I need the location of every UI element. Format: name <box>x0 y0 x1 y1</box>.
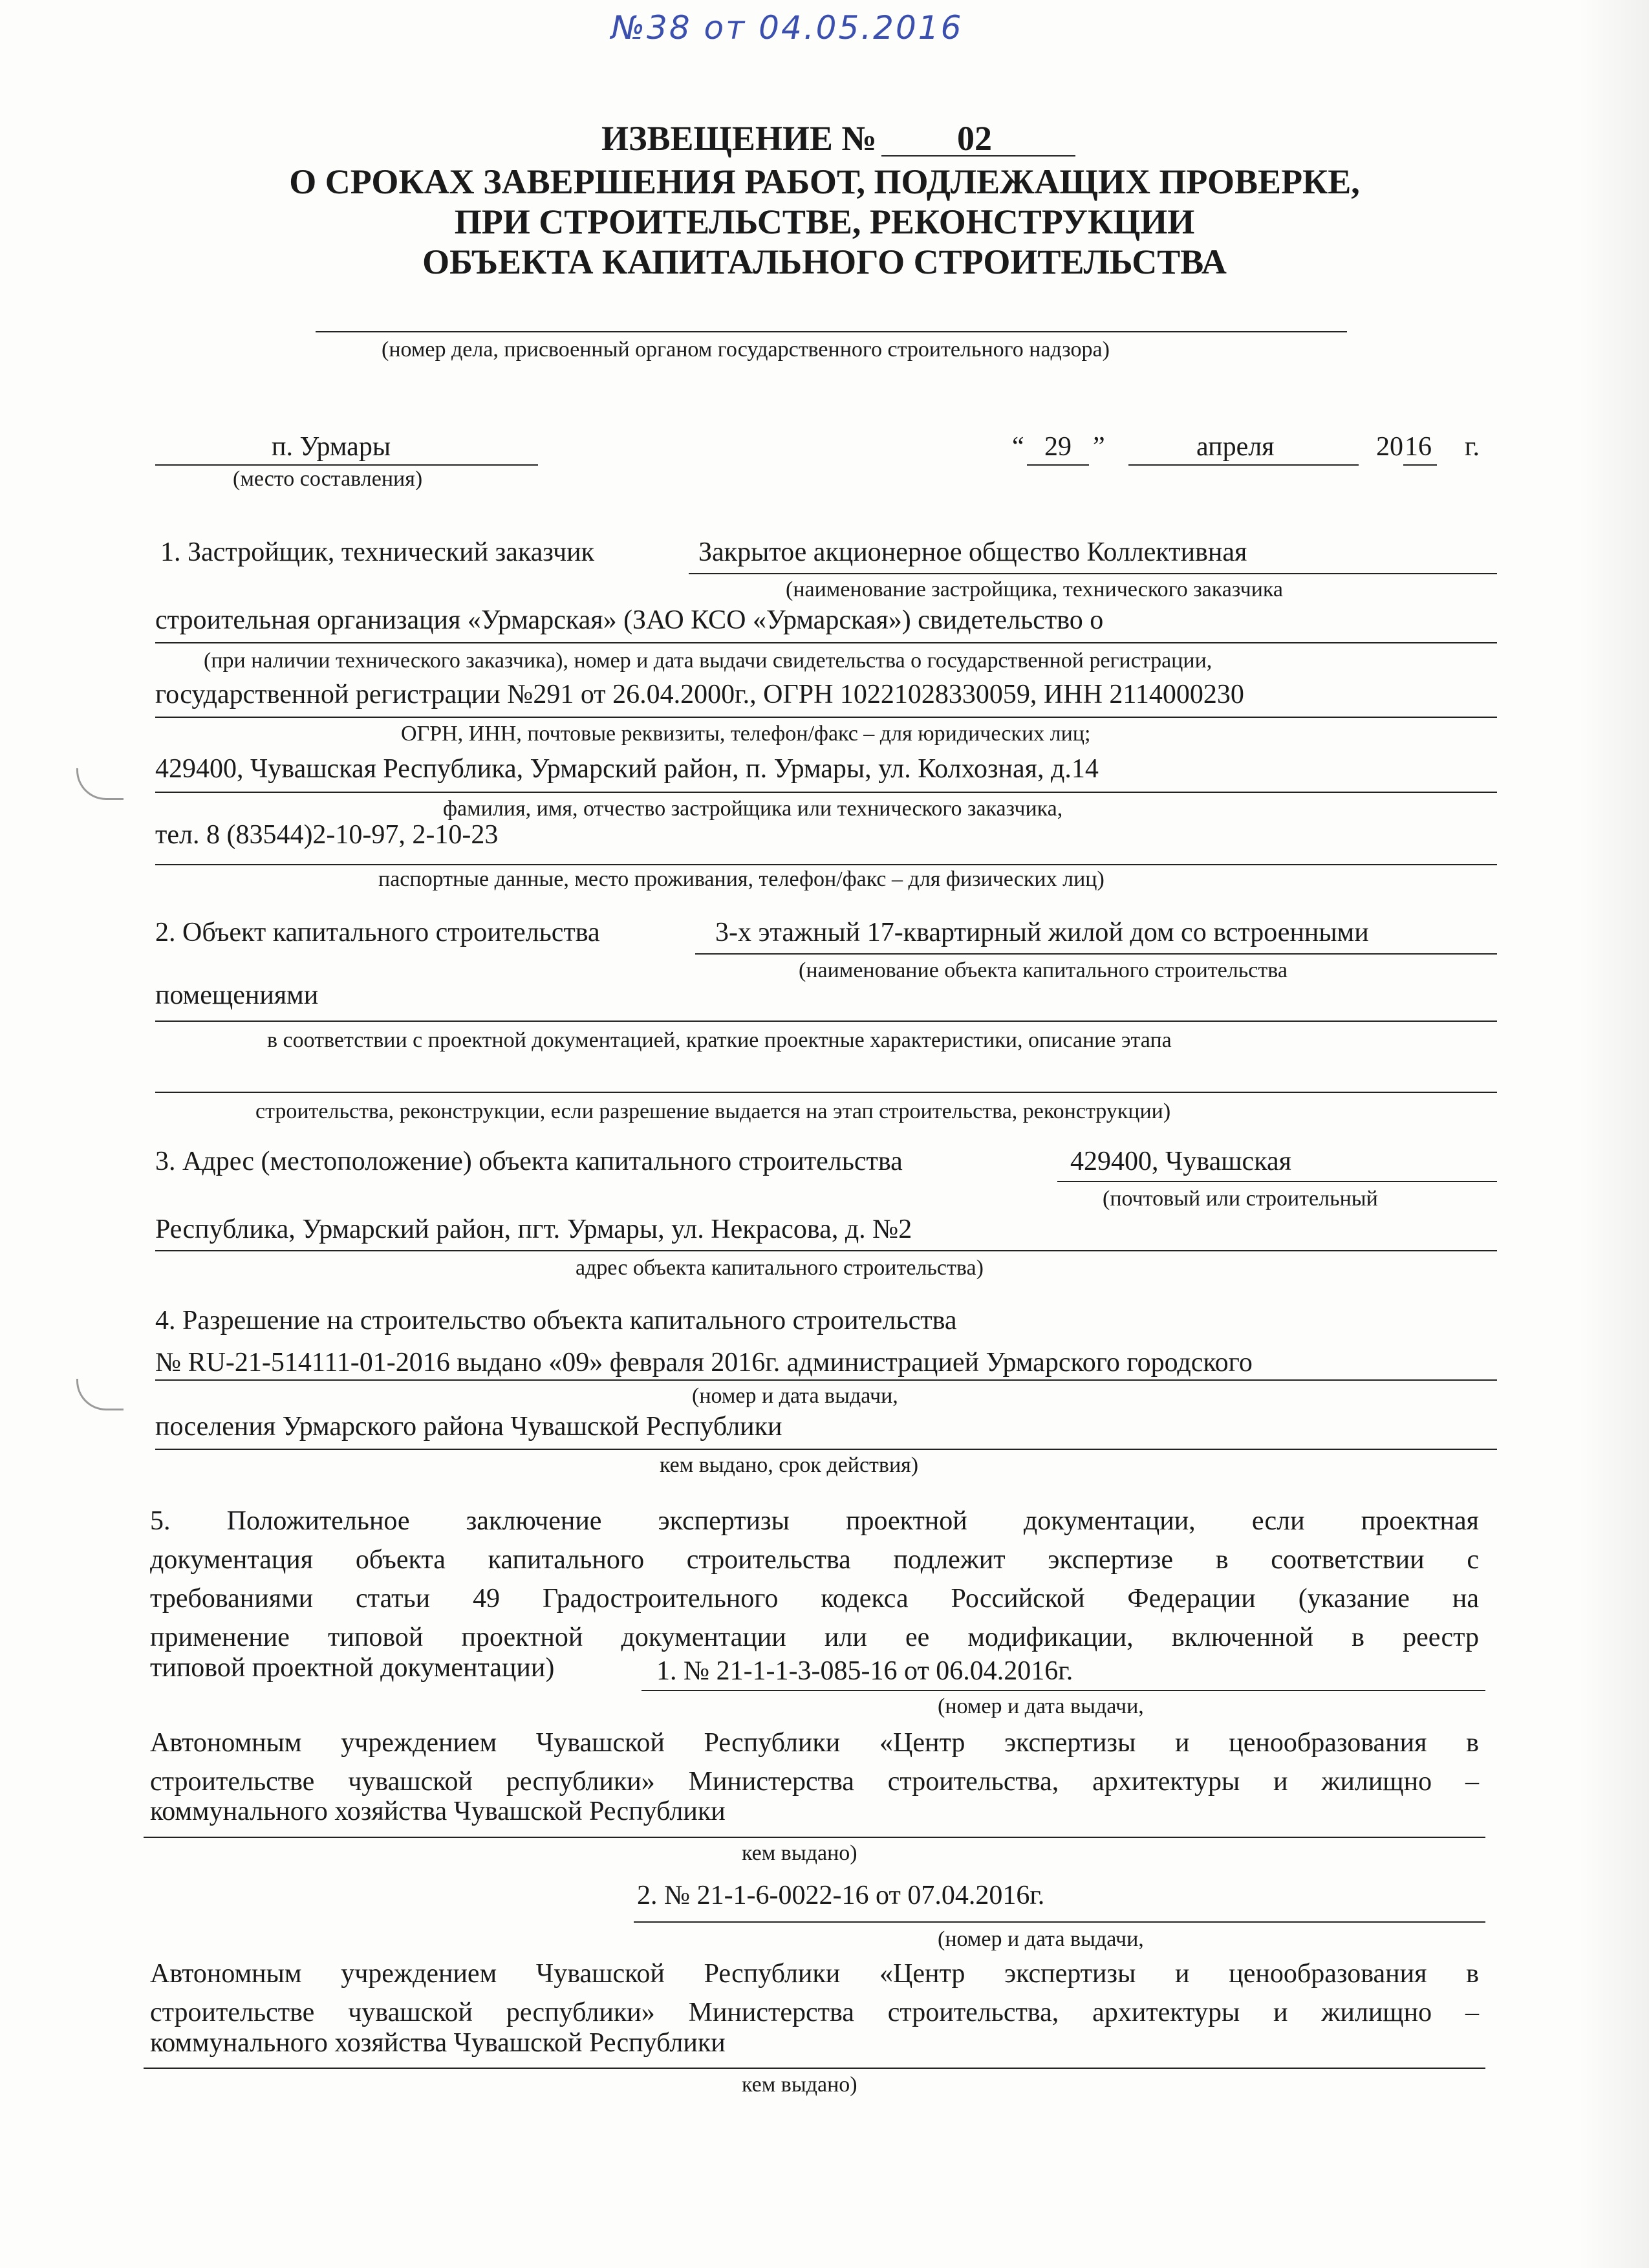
s4-value2: поселения Урмарского района Чувашской Республики <box>155 1412 782 1442</box>
s5-paragraph-line3: требованиями статьи 49 Градостроительного кодекса Российской Федерации (указание на <box>150 1584 1479 1614</box>
s5-item1-line <box>641 1690 1485 1691</box>
case-number-line <box>316 331 1347 332</box>
s1-value4: 429400, Чувашская Республика, Урмарский район, п. Урмары, ул. Колхозная, д.14 <box>155 754 1099 784</box>
handwritten-registration: №38 от 04.05.2016 <box>611 9 964 47</box>
title-line1 <box>601 118 877 158</box>
s5-issuer2-line2: строительстве чувашской республики» Министерства строительства, архитектуры и жилищно – <box>150 1998 1479 2027</box>
s5-issuer1-caption: кем выдано) <box>742 1841 857 1865</box>
title-line4: ОБЪЕКТА КАПИТАЛЬНОГО СТРОИТЕЛЬСТВА <box>422 243 1227 281</box>
s5-paragraph-line2: документация объекта капитального строительства подлежит экспертизе в соответствии с <box>150 1545 1479 1575</box>
case-number-caption: (номер дела, присвоенный органом государственного строительного надзора) <box>382 338 1110 362</box>
s1-value2: строительная организация «Урмарская» (ЗАО КСО «Урмарская») свидетельство о <box>155 605 1104 635</box>
s3-label: 3. Адрес (местоположение) объекта капитального строительства <box>155 1147 903 1176</box>
page-edge-shadow <box>1578 0 1649 2268</box>
s4-value1: № RU-21-514111-01-2016 выдано «09» февраля 2016г. администрацией Урмарского городского <box>155 1348 1253 1377</box>
s4-caption2: кем выдано, срок действия) <box>660 1453 919 1477</box>
s2-caption3: строительства, реконструкции, если разрешение выдается на этап строительства, реконструкции) <box>255 1099 1171 1123</box>
s5-item2-caption: (номер и дата выдачи, <box>938 1927 1144 1951</box>
s5-item2-value: 2. № 21-1-6-0022-16 от 07.04.2016г. <box>637 1881 1045 1910</box>
s1-line3 <box>155 717 1497 718</box>
s1-value5: тел. 8 (83544)2-10-97, 2-10-23 <box>155 820 499 850</box>
s3-caption2: адрес объекта капитального строительства) <box>576 1256 984 1280</box>
s1-value3: государственной регистрации №291 от 26.04.2000г., ОГРН 10221028330059, ИНН 2114000230 <box>155 680 1244 709</box>
s1-line4 <box>155 792 1497 793</box>
s5-item1-value: 1. № 21-1-1-3-085-16 от 06.04.2016г. <box>656 1656 1073 1686</box>
date-day-line <box>1027 464 1089 466</box>
s2-caption2: в соответствии с проектной документацией, краткие проектные характеристики, описание этапа <box>267 1028 1172 1052</box>
s2-value2: помещениями <box>155 980 319 1010</box>
s1-caption1: (наименование застройщика, технического заказчика <box>786 578 1284 601</box>
s5-issuer2-line3: коммунального хозяйства Чувашской Республики <box>150 2028 726 2058</box>
s4-label: 4. Разрешение на строительство объекта капитального строительства <box>155 1306 957 1335</box>
s5-item2-line <box>634 1921 1485 1923</box>
s1-line5 <box>155 864 1497 865</box>
s4-line2 <box>155 1449 1497 1450</box>
s2-caption1: (наименование объекта капитального строительства <box>799 958 1288 982</box>
date-month-line <box>1128 464 1359 466</box>
date-year-unit: г. <box>1465 432 1480 462</box>
s1-line1 <box>689 573 1497 574</box>
s5-issuer1-line1: Автономным учреждением Чувашской Республики «Центр экспертизы и ценообразования в <box>150 1728 1479 1758</box>
s2-line2 <box>155 1021 1497 1022</box>
s1-caption3: ОГРН, ИНН, почтовые реквизиты, телефон/факс – для юридических лиц; <box>401 722 1091 746</box>
date-close-quote: ” <box>1093 432 1105 462</box>
s5-paragraph-line1: 5. Положительное заключение экспертизы проектной документации, если проектная <box>150 1506 1479 1536</box>
title-label: ИЗВЕЩЕНИЕ № <box>601 119 877 158</box>
s1-line2 <box>155 642 1497 643</box>
punch-hole-mark <box>76 768 124 800</box>
place-caption: (место составления) <box>233 467 423 491</box>
s3-value2: Республика, Урмарский район, пгт. Урмары, ул. Некрасова, д. №2 <box>155 1215 912 1244</box>
s1-label: 1. Застройщик, технический заказчик <box>160 537 594 567</box>
notice-number: 02 <box>957 119 992 158</box>
date-year-prefix: 20 <box>1376 432 1403 462</box>
s5-issuer1-line2: строительстве чувашской республики» Министерства строительства, архитектуры и жилищно – <box>150 1767 1479 1797</box>
date-day: 29 <box>1044 432 1072 462</box>
s2-value1: 3-х этажный 17-квартирный жилой дом со встроенными <box>715 918 1369 947</box>
s1-caption5: паспортные данные, место проживания, телефон/факс – для физических лиц) <box>378 867 1105 891</box>
date-year-line <box>1403 464 1437 466</box>
date-open-quote: “ <box>1012 432 1024 462</box>
s2-line3 <box>155 1092 1497 1093</box>
s1-value1: Закрытое акционерное общество Коллективная <box>698 537 1247 567</box>
title-line3: ПРИ СТРОИТЕЛЬСТВЕ, РЕКОНСТРУКЦИИ <box>454 202 1195 241</box>
s5-issuer2-caption: кем выдано) <box>742 2073 857 2097</box>
punch-hole-mark <box>76 1379 124 1410</box>
s5-issuer2-line1: Автономным учреждением Чувашской Республики «Центр экспертизы и ценообразования в <box>150 1959 1479 1989</box>
s5-issuer1-line3: коммунального хозяйства Чувашской Республики <box>150 1797 726 1826</box>
s5-item1-caption: (номер и дата выдачи, <box>938 1694 1144 1718</box>
s5-paragraph-line4: применение типовой проектной документации или ее модификации, включенной в реестр <box>150 1623 1479 1652</box>
s1-caption2: (при наличии технического заказчика), номер и дата выдачи свидетельства о государственной регистрации, <box>204 649 1212 673</box>
s4-line1 <box>155 1379 1497 1381</box>
date-year-suffix: 16 <box>1405 432 1432 462</box>
s3-line1 <box>1057 1181 1497 1182</box>
s4-caption1: (номер и дата выдачи, <box>692 1384 898 1408</box>
s3-line2 <box>155 1250 1497 1251</box>
s5-issuer2-underline <box>144 2068 1485 2069</box>
date-month: апреля <box>1196 432 1275 462</box>
place-value: п. Урмары <box>272 432 391 462</box>
s3-value1: 429400, Чувашская <box>1070 1147 1291 1176</box>
s5-paragraph-line5: типовой проектной документации) <box>150 1653 555 1683</box>
s2-line1 <box>695 953 1497 955</box>
s3-caption1: (почтовый или строительный <box>1103 1187 1378 1211</box>
place-line <box>155 464 538 466</box>
s1-caption4: фамилия, имя, отчество застройщика или технического заказчика, <box>443 797 1063 821</box>
s2-label: 2. Объект капитального строительства <box>155 918 600 947</box>
s5-issuer1-underline <box>144 1837 1485 1838</box>
title-line2: О СРОКАХ ЗАВЕРШЕНИЯ РАБОТ, ПОДЛЕЖАЩИХ ПРОВЕРКЕ, <box>289 162 1360 201</box>
